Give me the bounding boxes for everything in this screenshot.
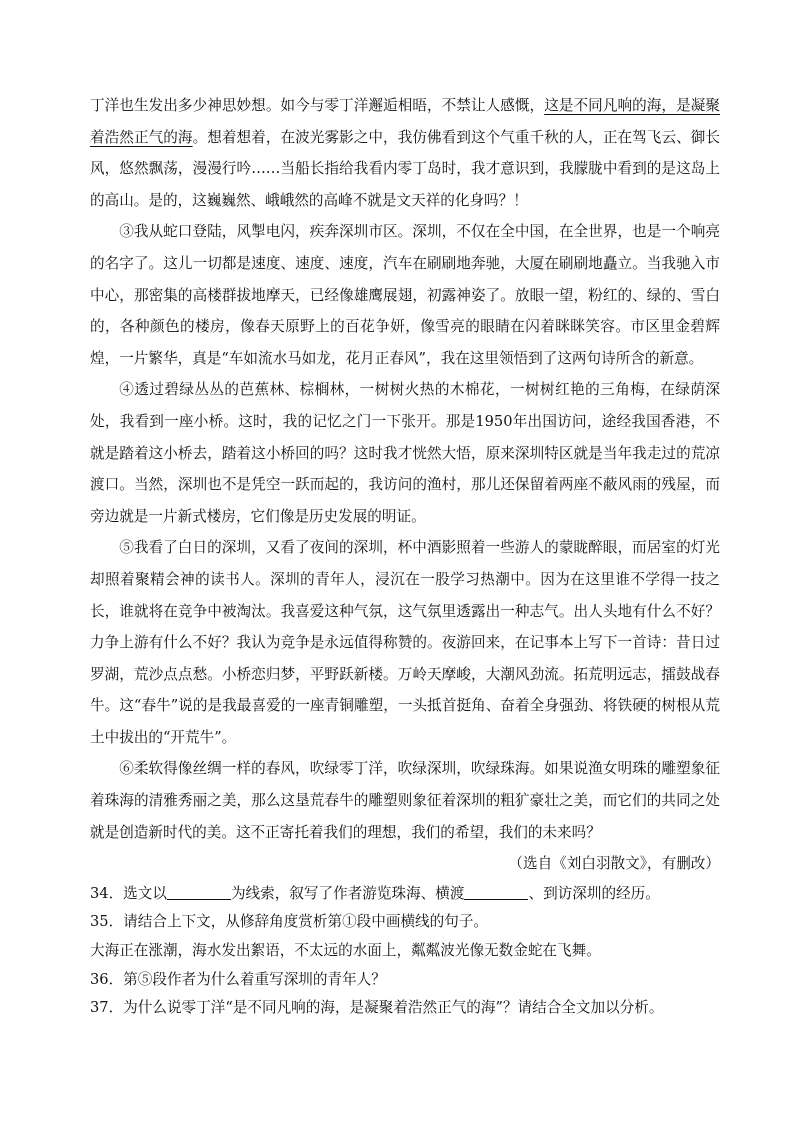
underlined-sentence: 这是不同凡响的海，是凝聚着浩然正气的海 bbox=[90, 97, 720, 146]
paragraph-text-b: 。想着想着，在波光雾影之中，我仿佛看到这个气重千秋的人，正在驾飞云、御长风，悠然飘荡，漫漫行吟……当船长指给我看内零丁岛时，我才意识到，我朦胧中看到的是这岛上的高山。是的，这巍巍然、峨峨然的高峰不就是文天祥的化身吗？！ bbox=[90, 128, 720, 209]
passage-paragraph-6: ⑥柔软得像丝绸一样的春风，吹绿零丁洋，吹绿深圳，吹绿珠海。如果说渔女明珠的雕塑象征着珠海的清雅秀丽之美，那么这垦荒春牛的雕塑则象征着深圳的粗犷豪壮之美，而它们的共同之处就是创造新时代的美。这不正寄托着我们的理想，我们的希望，我们的未来吗？ bbox=[90, 760, 720, 841]
question-34 bbox=[90, 880, 720, 909]
question-34-text-b: 为线索，叙写了作者游览珠海、横渡 bbox=[230, 884, 465, 902]
question-37: 37．为什么说零丁洋“是不同凡响的海，是凝聚着浩然正气的海”？请结合全文加以分析。 bbox=[90, 999, 664, 1017]
exam-page bbox=[90, 90, 720, 1023]
question-34-text-a: 34．选文以 bbox=[90, 884, 167, 902]
question-36: 36．第⑤段作者为什么着重写深圳的青年人？ bbox=[90, 970, 386, 988]
question-35-quote: 大海正在涨潮，海水发出絮语，不太远的水面上，粼粼波光像无数金蛇在飞舞。 bbox=[90, 942, 601, 960]
paragraph-text-a: 丁洋也生发出多少神思妙想。如今与零丁洋邂逅相晤，不禁让人感慨， bbox=[90, 97, 545, 114]
answer-blank-1[interactable] bbox=[167, 885, 231, 900]
passage-paragraph-4: ④透过碧绿丛丛的芭蕉林、棕榈林，一树树火热的木棉花，一树树红艳的三角梅，在绿荫深处，我看到一座小桥。这时，我的记忆之门一下张开。那是1950年出国访问，途经我国香港，不就是踏着这小桥去，踏着这小桥回的吗？这时我才恍然大悟，原来深圳特区就是当年我走过的荒凉渡口。当然，深圳也不是凭空一跃而起的，我访问的渔村，那儿还保留着两座不蔽风雨的残屋，而旁边就是一片新式楼房，它们像是历史发展的明证。 bbox=[90, 381, 720, 525]
answer-blank-2[interactable] bbox=[464, 885, 528, 900]
question-34-text-c: 、到访深圳的经历。 bbox=[528, 884, 660, 902]
passage-paragraph-continued bbox=[90, 90, 720, 216]
passage-source: （选自《刘白羽散文》，有删改） bbox=[508, 855, 720, 873]
passage-paragraph-3: ③我从蛇口登陆，风掣电闪，疾奔深圳市区。深圳，不仅在全中国，在全世界，也是一个响亮的名字了。这儿一切都是速度、速度、速度，汽车在刷刷地奔驰，大厦在刷刷地矗立。当我驰入市中心，那密集的高楼群拔地摩天，已经像雄鹰展翅，初露神姿了。放眼一望，粉红的、绿的、雪白的，各种颜色的楼房，像春天原野上的百花争妍，像雪亮的眼睛在闪着眯眯笑容。市区里金碧辉煌，一片繁华，真是“车如流水马如龙，花月正春风”，我在这里领悟到了这两句诗所含的新意。 bbox=[90, 223, 720, 367]
question-35: 35．请结合上下文，从修辞角度赏析第①段中画横线的句子。 bbox=[90, 913, 489, 931]
passage-paragraph-5: ⑤我看了白日的深圳，又看了夜间的深圳，杯中酒影照着一些游人的蒙眬醉眼，而居室的灯光却照着聚精会神的读书人。深圳的青年人，浸沉在一股学习热潮中。因为在这里谁不学得一技之长，谁就将在竞争中被淘汰。我喜爱这种气氛，这气氛里透露出一种志气。出人头地有什么不好？力争上游有什么不好？我认为竞争是永远值得称赞的。夜游回来，在记事本上写下一首诗：昔日过罗湖，荒沙点点愁。小桥恋归梦，平野跃新楼。万岭天摩峻，大潮风劲流。拓荒明远志，擂鼓战春牛。这“春牛”说的是我最喜爱的一座青铜雕塑，一头抵首挺角、奋着全身强劲、将铁硬的树根从荒土中拔出的“开荒牛”。 bbox=[90, 539, 720, 746]
